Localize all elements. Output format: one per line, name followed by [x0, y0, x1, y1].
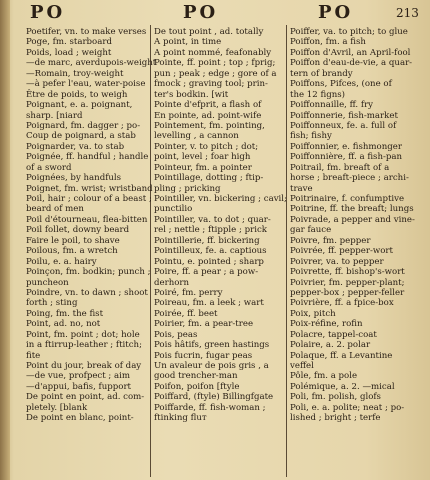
entry-line: Point, fm. point ; dot; hole — [26, 329, 140, 340]
entry-line: pepper-box ; pepper-feller — [290, 287, 405, 298]
entry-line: Pois fucrin, fugar peas — [154, 350, 253, 361]
entry-line: Poireau, fm. a leek ; wart — [154, 298, 264, 309]
entry-line: Poirée, ff. beet — [154, 308, 218, 319]
entry-line: Poil d'étourneau, flea-bitten — [26, 214, 148, 225]
running-head-right: PO — [318, 2, 354, 23]
entry-line: pling ; pricking — [154, 183, 221, 194]
entry-line: ftinking fluт — [154, 413, 207, 424]
entry-line: Pointillage, dotting ; ftip- — [154, 173, 264, 184]
entry-line: punctilio — [154, 204, 193, 215]
entry-line: —Romain, troy-weight — [26, 68, 124, 79]
entry-line: Pointer, v. to pitch ; dot; — [154, 141, 259, 152]
entry-line: Polaque, ff. a Levantine — [290, 350, 393, 361]
entry-line: Point, ad. no, not — [26, 319, 101, 330]
entry-line: Pointe, ff. point ; top ; fprig; — [154, 58, 276, 69]
entry-line: Être de poids, to weigh — [26, 89, 128, 100]
entry-line: Pointement, fm. pointing, — [154, 120, 265, 131]
entry-line: Poetifer, vn. to make verses — [26, 27, 147, 37]
entry-line: horse ; breaft-piece ; archi- — [290, 173, 409, 184]
entry-line: Poifon, poifon [ftyle — [154, 381, 240, 392]
entry-line: Poge, fm. starboard — [26, 37, 112, 48]
entry-line: Poli, e. a. polite; neat ; po- — [290, 402, 405, 413]
entry-line: Un avaleur de pois gris , a — [154, 361, 269, 371]
entry-line: Poilous, fm. a wretch — [26, 246, 118, 257]
entry-line: of a sword — [26, 162, 72, 173]
dictionary-column-1 — [26, 27, 160, 424]
entry-line: gar fauce — [290, 225, 332, 236]
entry-line: Poire, ff. a pear ; a pow- — [154, 267, 259, 278]
entry-line: Pôle, fm. a pole — [290, 371, 358, 382]
entry-line: in a ftirrup-leather ; ftitch; — [26, 340, 142, 351]
entry-line: Poirier, fm. a pear-tree — [154, 319, 254, 330]
entry-line: trave — [290, 183, 313, 194]
entry-line: the 12 figns) — [290, 89, 346, 100]
entry-line: Polacre, tappel-coat — [290, 329, 377, 340]
entry-line: rel ; nettle ; ftipple ; prick — [154, 225, 267, 236]
running-head-middle: PO — [183, 2, 219, 23]
entry-line: —de marc, averdupois-weight — [26, 58, 157, 69]
entry-line: En pointe, ad. point-wife — [154, 110, 262, 121]
entry-line: Pointillerie, ff. bickering — [154, 235, 260, 246]
entry-line: good trencher-man — [154, 371, 238, 382]
entry-line: Poing, fm. the fist — [26, 308, 104, 319]
entry-line: Poitrine, ff. the breaft; lungs — [290, 204, 414, 215]
entry-line: Coup de poignard, a stab — [26, 131, 136, 142]
entry-line: Poivrer, va. to pepper — [290, 256, 384, 267]
book-gutter — [0, 0, 10, 480]
entry-line: Pois hâtifs, green hastings — [154, 340, 270, 351]
entry-line: Poil follet, downy beard — [26, 225, 130, 236]
entry-line: —d'appui, bafis, fupport — [26, 381, 132, 392]
dictionary-column-3 — [290, 27, 426, 424]
entry-line: —à pefer l'eau, water-poise — [26, 79, 146, 90]
entry-line: Poinçon, fm. bodkin; punch ; — [26, 267, 151, 278]
entry-line: Poivre, fm. pepper — [290, 235, 371, 246]
entry-line: lished ; bright ; terfe — [290, 413, 381, 424]
entry-line: Poiffarde, ff. fish-woman ; — [154, 402, 266, 413]
entry-line: Poignées, by handfuls — [26, 173, 122, 184]
entry-line: Poignard, fm. dagger ; po- — [26, 120, 141, 131]
entry-line: De tout point , ad. totally — [154, 27, 264, 37]
entry-line: derhorn — [154, 277, 190, 288]
entry-line: Poivrade, a pepper and vine- — [290, 214, 415, 225]
entry-line: A point nommé, feafonably — [154, 47, 272, 58]
entry-line: Poiffons, Pifces, (one of — [290, 79, 392, 90]
running-head-left: PO — [30, 2, 66, 23]
entry-line: ter's bodkin. [wit — [154, 89, 229, 100]
entry-line: Poignée, ff. handful ; handle — [26, 152, 149, 163]
entry-line: Poix-réfine, rofin — [290, 319, 363, 330]
entry-line: Poivrier, fm. pepper-plant; — [290, 277, 405, 288]
entry-line: Poiffonnerie, fish-market — [290, 110, 398, 121]
page-number: 213 — [396, 6, 419, 20]
entry-line: pun ; peak ; edge ; gore of a — [154, 68, 277, 79]
dictionary-column-2 — [154, 27, 288, 424]
entry-line: Poiffon, fm. a fish — [290, 37, 366, 48]
entry-line: Pointe d'efprit, a flash of — [154, 100, 262, 111]
entry-line: Point du jour, break of day — [26, 361, 142, 371]
entry-line: Poignant, e. a. poignant, — [26, 100, 133, 111]
entry-line: fish; fishy — [290, 131, 332, 142]
entry-line: point, level ; foar high — [154, 152, 251, 163]
entry-line: Poitrail, fm. breaft of a — [290, 162, 390, 173]
entry-line: Pois, peas — [154, 329, 198, 340]
entry-line: A point, in time — [154, 37, 222, 48]
entry-line: pletely. [blank — [26, 402, 88, 413]
entry-line: Poil, hair ; colour of a beast ; — [26, 194, 152, 204]
entry-line: —de vue, profpect ; aim — [26, 371, 131, 382]
entry-line: Pointeur, fm. a pointer — [154, 162, 252, 173]
entry-line: fmock ; graving tool; prin- — [154, 79, 268, 90]
entry-line: Poiffonneux, fe. a. full of — [290, 120, 397, 131]
entry-line: Poiffard, (ftyle) Billingfgate — [154, 392, 274, 403]
entry-line: Pointiller, vn. bickering ; cavil; — [154, 194, 287, 204]
entry-line: Polémique, a. 2. —mical — [290, 381, 395, 392]
entry-line: Poiffonnaille, ff. fry — [290, 100, 374, 111]
entry-line: tern of brandy — [290, 68, 353, 79]
entry-line: Poiffonnière, ff. a fish-pan — [290, 152, 403, 163]
entry-line: Pointu, e. pointed ; sharp — [154, 256, 264, 267]
entry-line: Pointilleux, fe. a. captious — [154, 246, 267, 257]
entry-line: Poivrée, ff. pepper-wort — [290, 246, 393, 257]
entry-line: Poilu, e. a. hairy — [26, 256, 97, 267]
entry-line: Poignet, fm. wrist; wristband — [26, 183, 153, 194]
entry-line: Poli, fm. polish, glofs — [290, 392, 381, 403]
entry-line: De point en blanc, point- — [26, 413, 134, 424]
entry-line: Faire le poil, to shave — [26, 235, 120, 246]
entry-line: Polaire, a. 2. polar — [290, 340, 371, 351]
entry-line: Poiré, fm. perry — [154, 287, 223, 298]
entry-line: forth ; sting — [26, 298, 78, 309]
entry-line: Poivrette, ff. bishop's-wort — [290, 267, 405, 278]
entry-line: Poiffer, va. to pitch; to glue — [290, 27, 408, 37]
entry-line: sharp. [niard — [26, 110, 83, 121]
entry-line: Poivrière, ff. a fpice-box — [290, 298, 394, 309]
entry-line: De point en point, ad. com- — [26, 392, 145, 403]
entry-line: Poids, load ; weight — [26, 47, 112, 58]
entry-line: Poignarder, va. to stab — [26, 141, 125, 152]
entry-line: Poiffonnier, e. fishmonger — [290, 141, 402, 152]
entry-line: Poiffon d'Avril, an April-fool — [290, 47, 411, 58]
entry-line: veffel — [290, 361, 314, 371]
entry-line: levelling , a cannon — [154, 131, 239, 142]
entry-line: Poix, pitch — [290, 308, 336, 319]
entry-line: Poiffon d'eau-de-vie, a quar- — [290, 58, 413, 69]
entry-line: Poindre, vn. to dawn ; shoot — [26, 287, 148, 298]
entry-line: puncheon — [26, 277, 69, 288]
entry-line: beard of men — [26, 204, 84, 215]
entry-line: Poitrinaire, f. confumptive — [290, 194, 405, 204]
entry-line: fite — [26, 350, 41, 361]
entry-line: Pointiller, va. to dot ; quar- — [154, 214, 271, 225]
